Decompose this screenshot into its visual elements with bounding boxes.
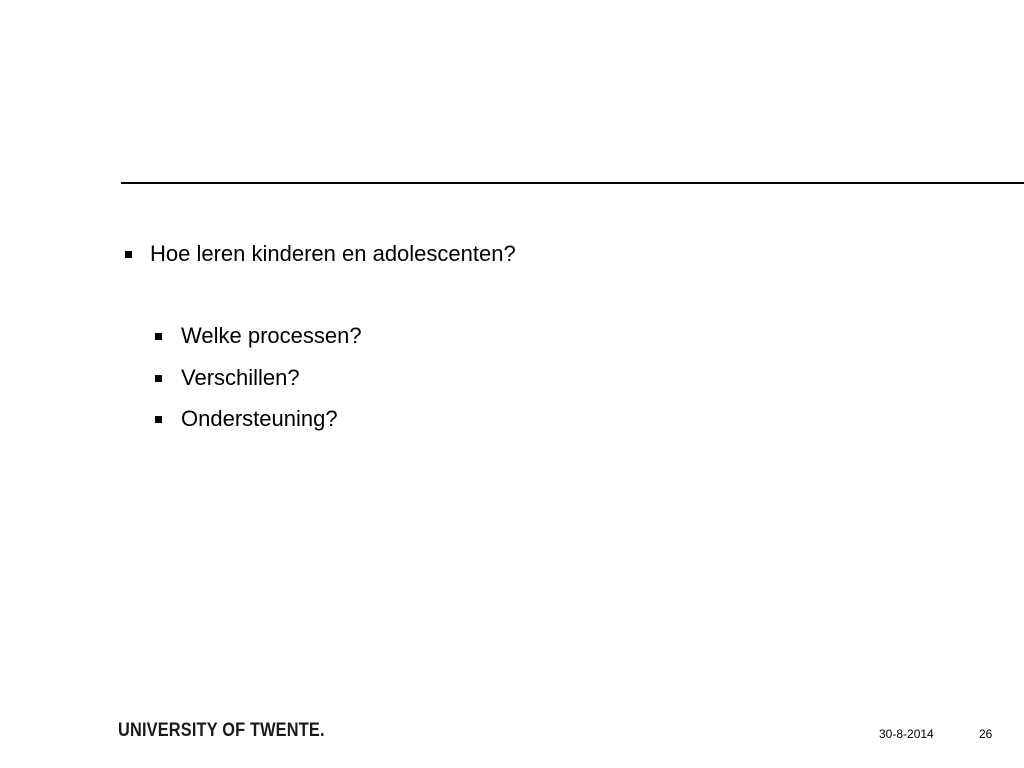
bullet-text: Hoe leren kinderen en adolescenten?	[150, 241, 516, 266]
square-bullet-icon	[155, 416, 162, 423]
square-bullet-icon	[125, 251, 132, 258]
bullet-item-level-1	[125, 239, 516, 269]
bullet-text: Verschillen?	[181, 365, 300, 390]
square-bullet-icon	[155, 375, 162, 382]
bullet-text: Welke processen?	[181, 323, 362, 348]
university-logo: UNIVERSITY OF TWENTE.	[118, 720, 325, 741]
footer-date: 30-8-2014	[879, 727, 934, 741]
bullet-item-level-2	[155, 405, 338, 433]
bullet-item-level-2	[155, 364, 300, 392]
bullet-item-level-2	[155, 322, 362, 350]
bullet-text: Ondersteuning?	[181, 406, 338, 431]
square-bullet-icon	[155, 333, 162, 340]
page-number: 26	[979, 727, 993, 741]
